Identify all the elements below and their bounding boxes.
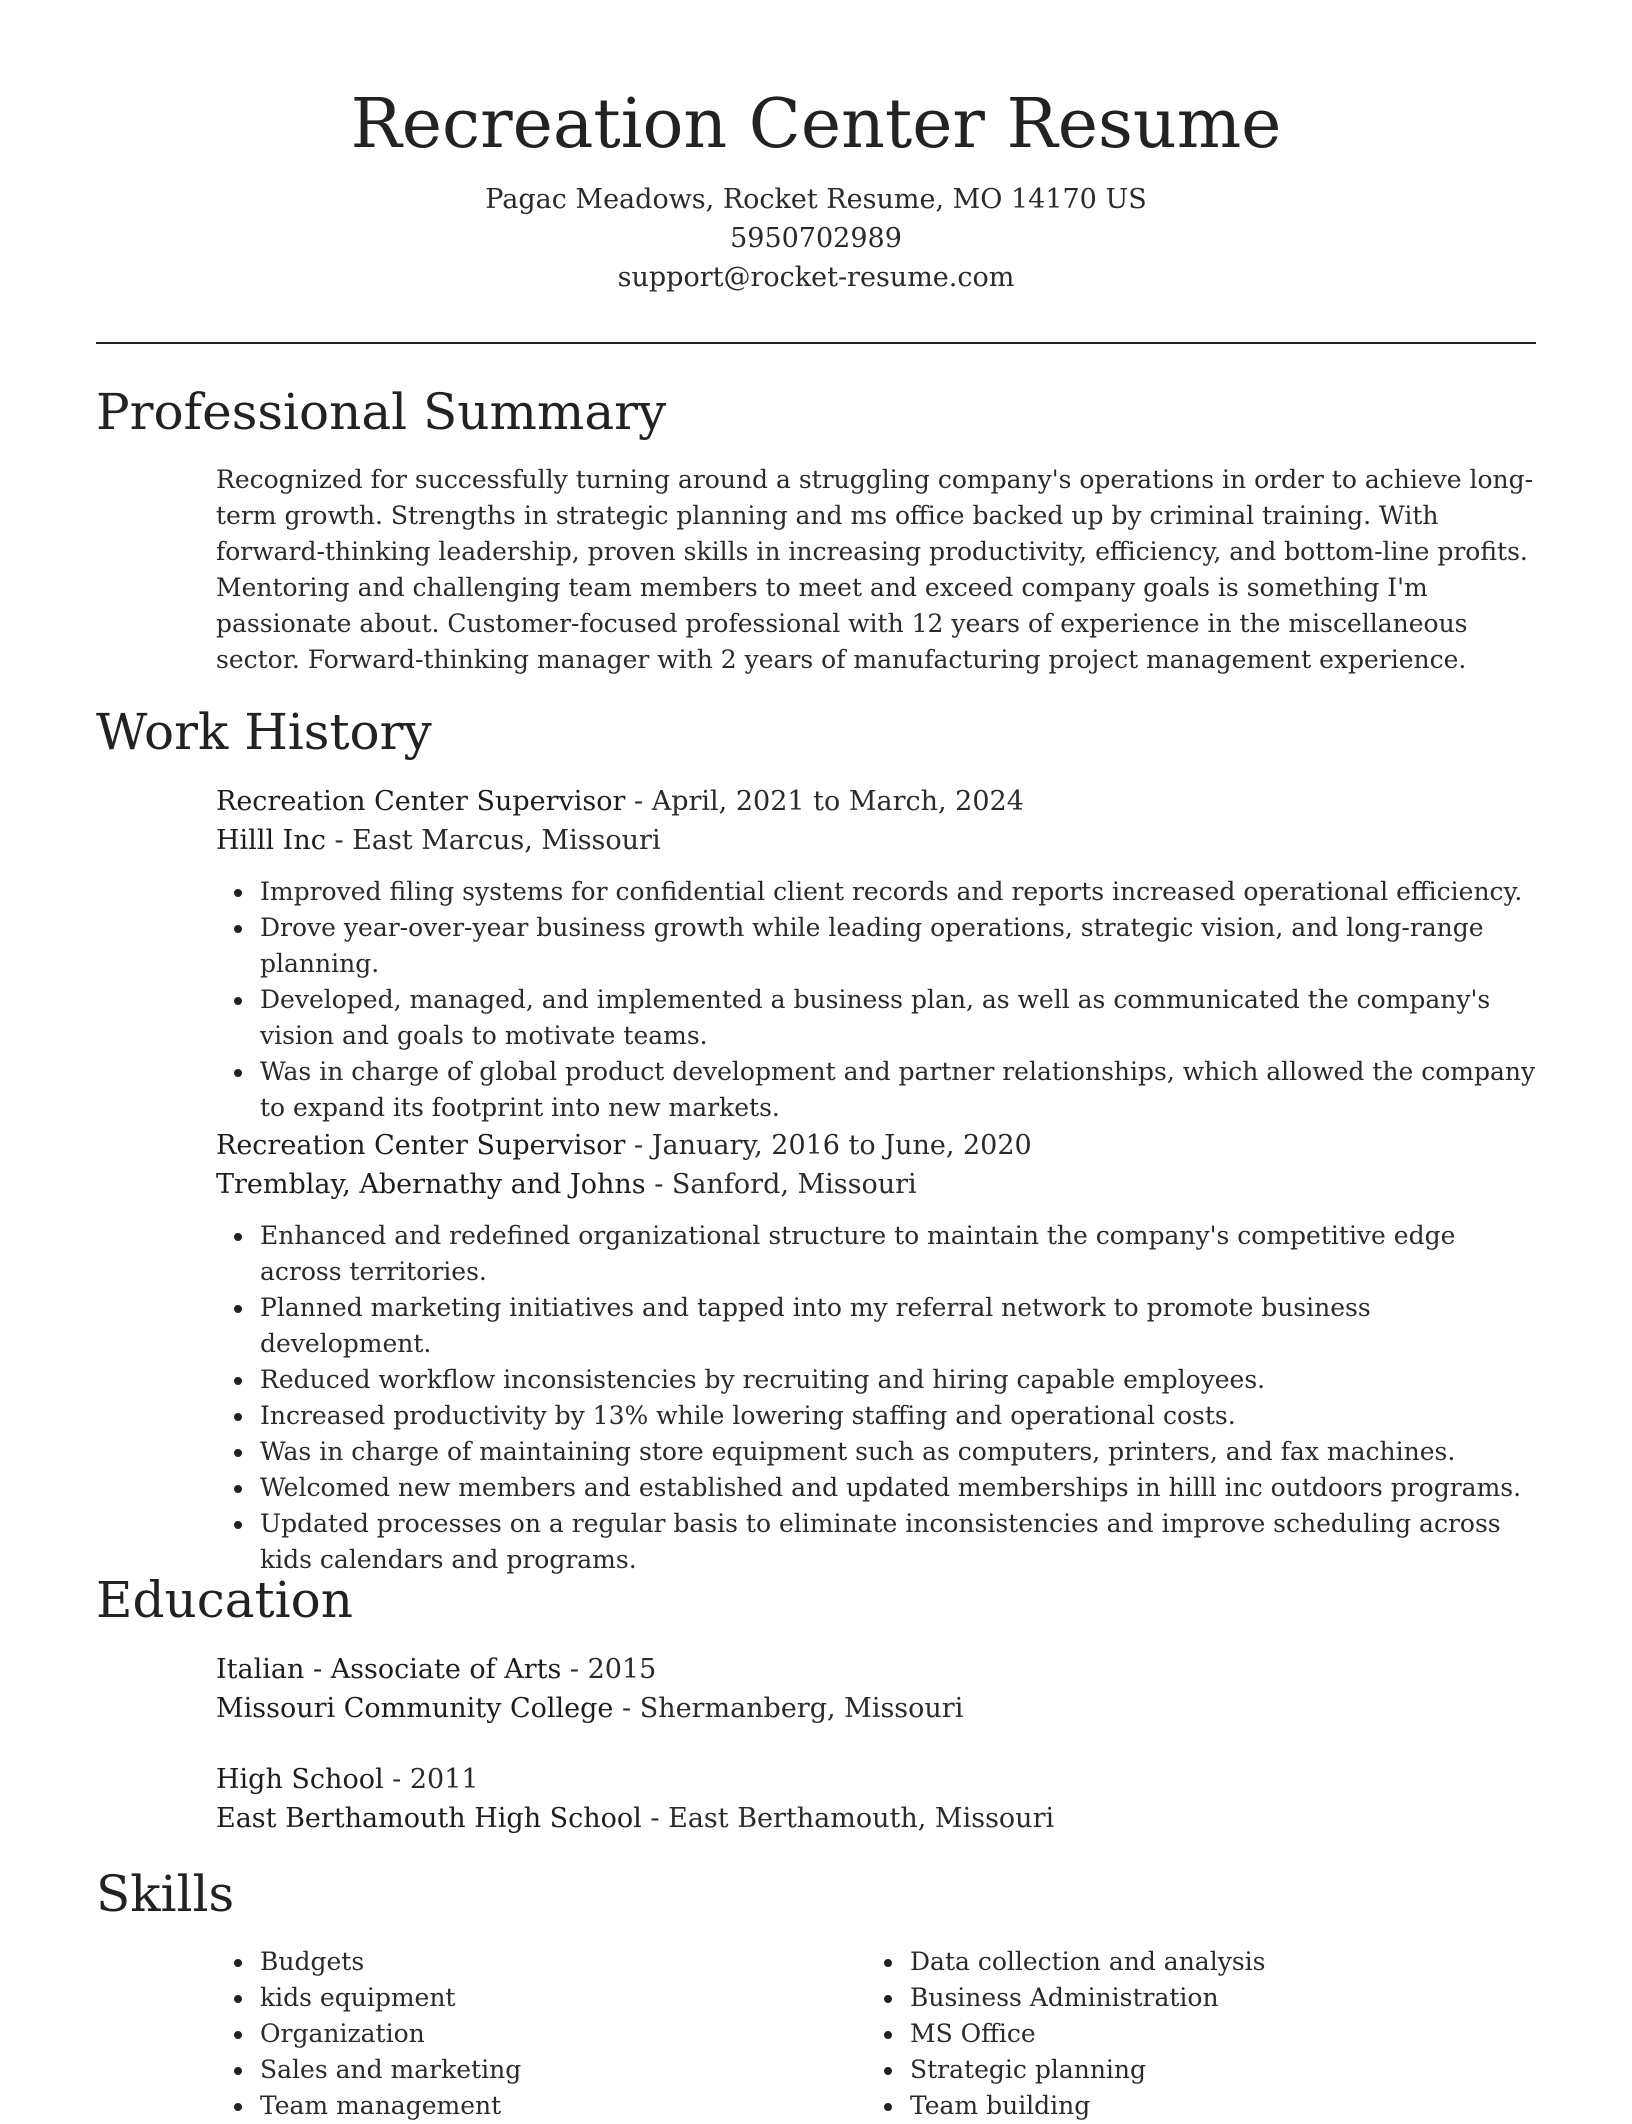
section-title-education: Education [96, 1571, 353, 1629]
job-dates: - January, 2016 to June, 2020 [625, 1130, 1032, 1161]
skills-list-left [216, 1944, 856, 2124]
skills-column-left [216, 1944, 856, 2124]
degree: High School [216, 1764, 384, 1795]
list-item: Updated processes on a regular basis to eliminate inconsistencies and improve scheduling across kids calendars and programs. [260, 1506, 1536, 1578]
degree-line [216, 1650, 1536, 1689]
job-dates: - April, 2021 to March, 2024 [625, 786, 1024, 817]
job-entry [216, 1126, 1536, 1578]
summary-section [216, 462, 1536, 678]
school: Missouri Community College [216, 1693, 614, 1724]
list-item: Improved filing systems for confidential client records and reports increased operational efficiency. [260, 874, 1536, 910]
list-item: Was in charge of global product development and partner relationships, which allowed the company to expand its footprint into new markets. [260, 1054, 1536, 1126]
list-item: Data collection and analysis [910, 1944, 1506, 1980]
degree-year: - 2015 [561, 1654, 657, 1685]
list-item: Was in charge of maintaining store equipment such as computers, printers, and fax machines. [260, 1434, 1536, 1470]
skills-list-right [866, 1944, 1506, 2124]
list-item: Increased productivity by 13% while lowering staffing and operational costs. [260, 1398, 1536, 1434]
list-item: Business Administration [910, 1980, 1506, 2016]
list-item: Team building [910, 2088, 1506, 2124]
list-item: Drove year-over-year business growth while leading operations, strategic vision, and long-range planning. [260, 910, 1536, 982]
job-entry [216, 782, 1536, 1126]
skills-column-right [866, 1944, 1506, 2124]
job-role: Recreation Center Supervisor [216, 786, 626, 817]
list-item: Planned marketing initiatives and tapped into my referral network to promote business development. [260, 1290, 1536, 1362]
email: support@rocket-resume.com [617, 262, 1015, 293]
job-title-line [216, 1126, 1536, 1165]
list-item: MS Office [910, 2016, 1506, 2052]
list-item: Sales and marketing [260, 2052, 856, 2088]
list-item: Team management [260, 2088, 856, 2124]
phone: 5950702989 [730, 223, 902, 254]
job-location: - Sanford, Missouri [645, 1169, 917, 1200]
school-location: - Shermanberg, Missouri [613, 1693, 964, 1724]
education-entry [216, 1760, 1536, 1838]
summary-text: Recognized for successfully turning around a struggling company's operations in order to achieve long-term growth. Strengths in strategic planning and ms office backed up by criminal training. With forward-thinking leadership, proven skills in increasing productivity, efficiency, and bottom-line profits. Mentoring and challenging team members to meet and exceed company goals is something I'm passionate about. Customer-focused professional with 12 years of experience in the miscellaneous sector. Forward-thinking manager with 2 years of manufacturing project management experience. [216, 465, 1534, 674]
degree-year: - 2011 [383, 1764, 479, 1795]
school-line [216, 1689, 1536, 1728]
job-company-line [216, 821, 1536, 860]
job-title-line [216, 782, 1536, 821]
degree: Italian - Associate of Arts [216, 1654, 562, 1685]
resume-title: Recreation Center Resume [350, 85, 1282, 164]
education-entry [216, 1650, 1536, 1728]
contact-info [0, 180, 1632, 297]
skills-section [216, 1944, 1536, 2120]
job-role: Recreation Center Supervisor [216, 1130, 626, 1161]
resume-header [0, 82, 1632, 297]
school: East Berthamouth High School [216, 1803, 642, 1834]
section-title-work-history: Work History [96, 703, 432, 761]
list-item: Reduced workflow inconsistencies by recruiting and hiring capable employees. [260, 1362, 1536, 1398]
list-item: Budgets [260, 1944, 856, 1980]
list-item: Developed, managed, and implemented a business plan, as well as communicated the company's vision and goals to motivate teams. [260, 982, 1536, 1054]
list-item: Welcomed new members and established and updated memberships in hilll inc outdoors programs. [260, 1470, 1536, 1506]
section-title-summary: Professional Summary [96, 383, 667, 441]
address: Pagac Meadows, Rocket Resume, MO 14170 US [485, 184, 1147, 215]
school-line [216, 1799, 1536, 1838]
job-bullets [216, 1218, 1536, 1578]
degree-line [216, 1760, 1536, 1799]
header-divider [96, 342, 1536, 344]
list-item: Organization [260, 2016, 856, 2052]
section-title-skills: Skills [96, 1865, 235, 1923]
job-bullets [216, 874, 1536, 1126]
job-company-line [216, 1165, 1536, 1204]
list-item: Strategic planning [910, 2052, 1506, 2088]
school-location: - East Berthamouth, Missouri [641, 1803, 1055, 1834]
job-location: - East Marcus, Missouri [325, 825, 661, 856]
list-item: kids equipment [260, 1980, 856, 2016]
list-item: Enhanced and redefined organizational structure to maintain the company's competitive edge across territories. [260, 1218, 1536, 1290]
job-company: Tremblay, Abernathy and Johns [216, 1169, 646, 1200]
job-company: Hilll Inc [216, 825, 326, 856]
